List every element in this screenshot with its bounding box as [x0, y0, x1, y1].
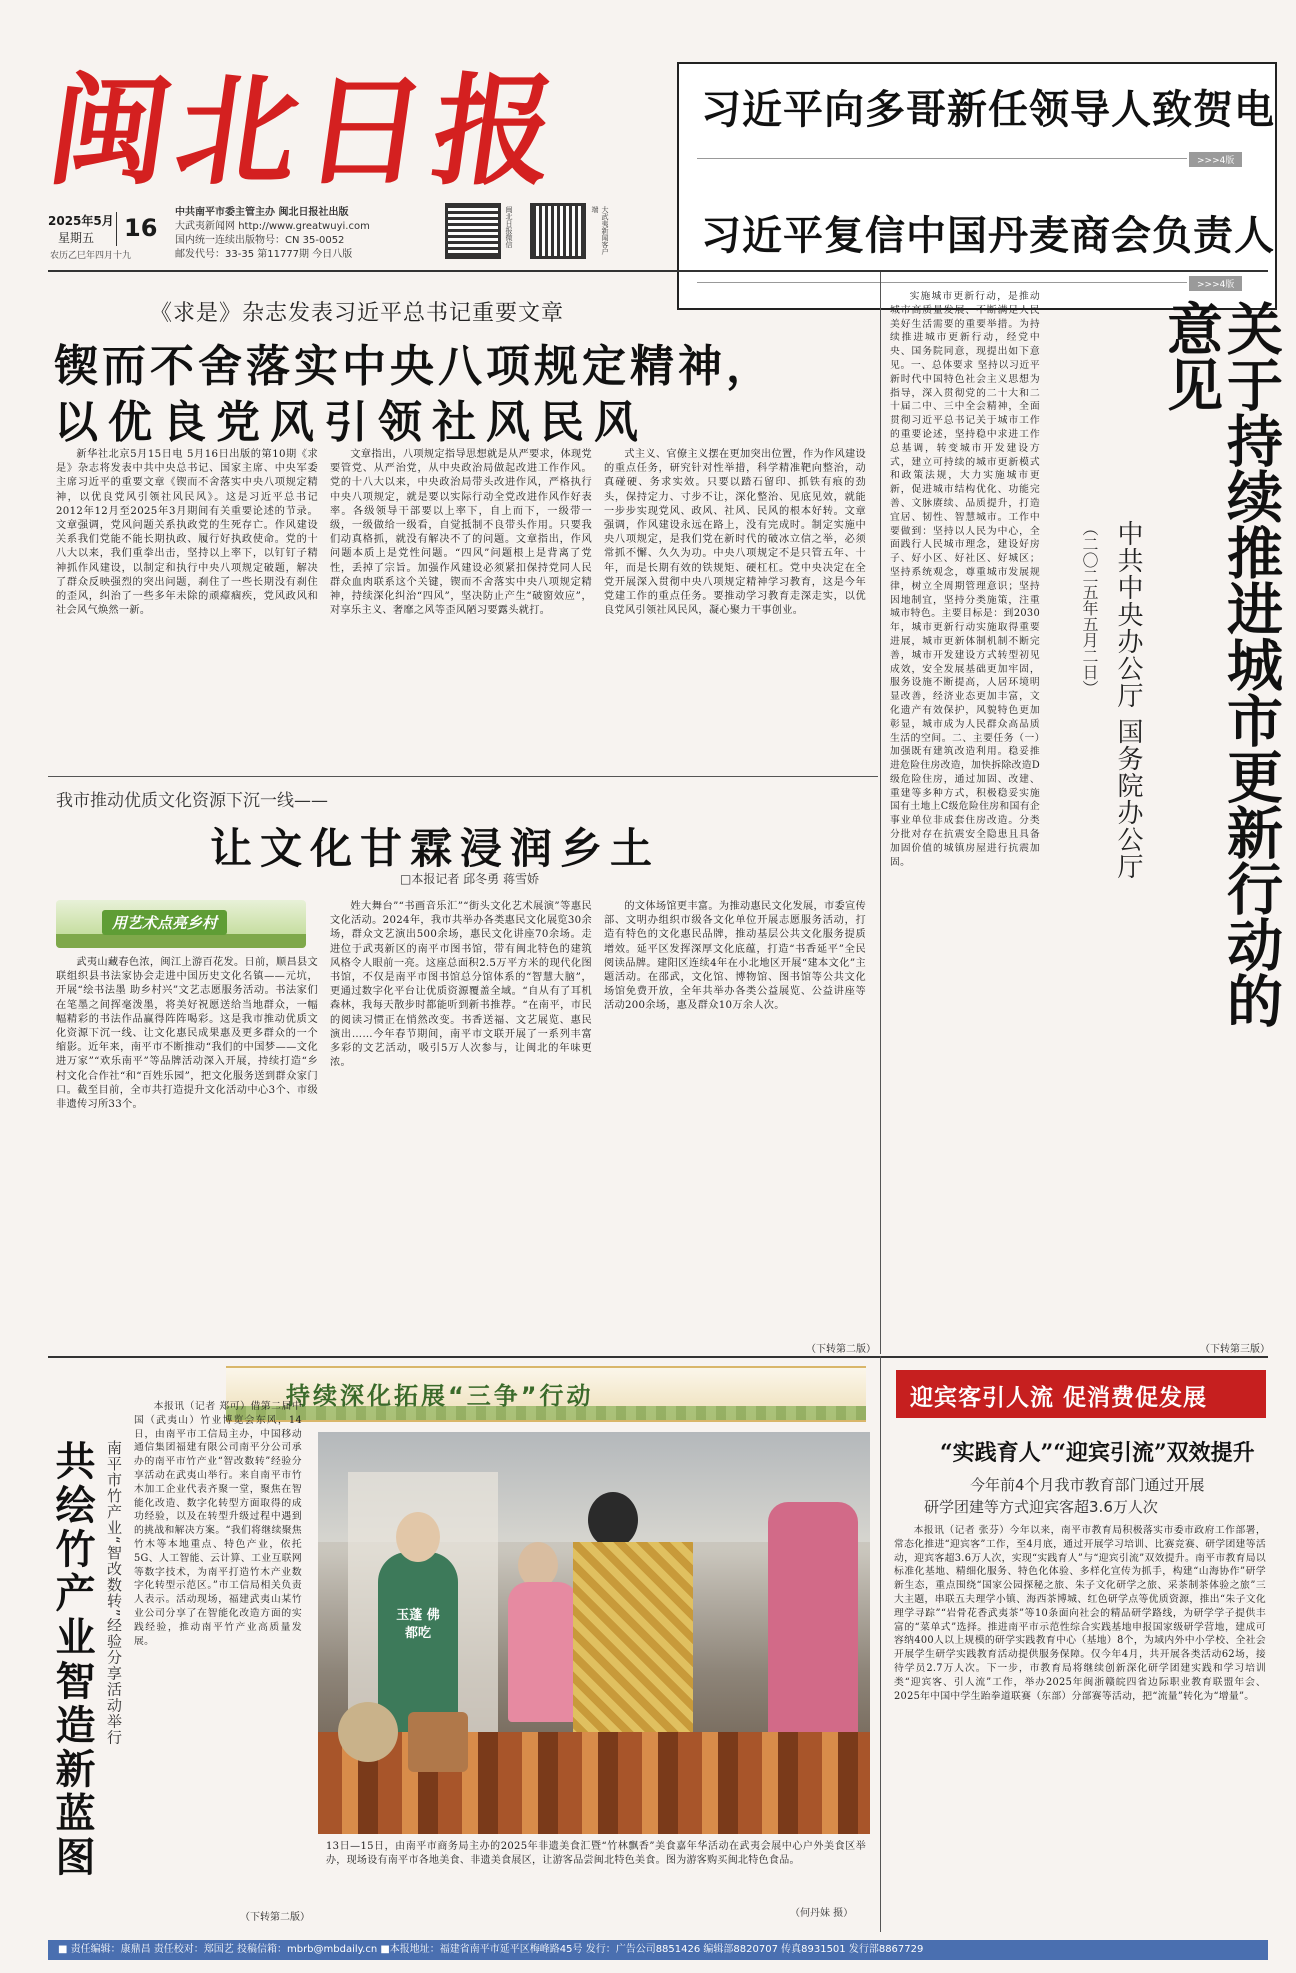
bamboo-subhead: 南平市竹产业“智改数转”经验分享活动举行	[105, 1440, 123, 1746]
website-url[interactable]: http://www.greatwuyi.com	[238, 221, 370, 232]
publisher-line: 中共南平市委主管主办 闽北日报社出版	[175, 207, 349, 218]
lead-headline-2[interactable]: 以优良党风引领社风民风	[54, 397, 648, 448]
consumer-headline[interactable]: “实践育人”“迎宾引流”双效提升	[940, 1440, 1255, 1466]
lead-kicker: 《求是》杂志发表习近平总书记重要文章	[150, 301, 565, 326]
photo-caption-text: 13日—15日，由南平市商务局主办的2025年非遗美食汇暨“竹林飘香”美食嘉年华活动在武夷会展中心户外美食区举办，现场设有南平市各地美食、非遗美食展区，让游客品尝闽北特色美食。图为游客购买闽北特色食品。	[326, 1841, 866, 1866]
culture-col-2	[330, 900, 592, 1352]
consumer-banner-label: 迎宾客引人流 促消费促发展	[910, 1385, 1208, 1411]
photo-caption	[326, 1840, 866, 1892]
culture-jump[interactable]: （下转第二版）	[806, 1344, 876, 1355]
consumer-sub-1: 今年前4个月我市教育部门通过开展	[970, 1476, 1205, 1494]
culture-col-2-text: 姓大舞台”“书画音乐汇”“街头文化艺术展演”等惠民文化活动。2024年，我市共举办各类惠民文化展览30余场，群众文艺演出500余场，惠民文化讲座70余场。走进位于武夷新区的南平市图书馆，带有闽北特色的建筑风格令人眼前一亮。这座总面积2.5万平方米的现代化图书馆，不仅是南平市图书馆总分馆体系的“智慧大脑”，更通过数字化平台让优质资源覆盖全域。“自从有了耳机森林，我每天散步时都能听到新书推荐。“在南平，市民的阅读习惯正在悄然改变。书香送福、文艺展览、惠民演出……今年春节期间，南平市文联开展了一系列丰富多彩的文艺活动，吸引5万人次参与，让闽北的年味更浓。	[330, 901, 592, 1069]
culture-badge	[56, 900, 306, 948]
issue-date: 2025年5月	[48, 214, 114, 228]
photo-credit: （何丹妹 摄）	[790, 1908, 854, 1919]
culture-col-1-text: 武夷山藏春色浓，闽江上游百花发。日前，顺昌县文联组织县书法家协会走进中国历史文化名镇——元坑，开展“绘书法墨 助乡村兴”文艺志愿服务活动。书法家们在笔墨之间挥毫泼墨，将美好祝愿送给当地群众，一幅幅精彩的书法作品赢得阵阵喝彩。这是我市推动优质文化资源下沉一线、让文化惠民成果惠及更多群众的一个缩影。近年来，南平市不断推动“我们的中国梦——文化进万家”“欢乐南平”等品牌活动深入开展，持续打造“乡村文化合作社“和“百姓乐园”，把文化服务送到群众家门口。截至目前，全市共打造提升文化活动中心3个、市级非遗传习所33个。	[56, 957, 318, 1111]
urban-headline[interactable]: 关于持续推进城市更新行动的意见	[1158, 300, 1283, 1028]
qr-code-app	[530, 203, 586, 259]
urban-body	[890, 290, 1040, 1330]
bamboo-banner	[226, 1366, 866, 1422]
apron-text: 玉蓬 佛都吃	[396, 1608, 440, 1641]
urban-date: （二〇二五年五月二日）	[1080, 520, 1099, 696]
culture-col-1	[56, 956, 318, 1352]
urban-issuers: 中共中央办公厅 国务院办公厅	[1113, 520, 1143, 881]
footer-text: ■ 责任编辑：康鼎昌 责任校对：郑国艺 投稿信箱：mbrb@mbdaily.cn ■本报地址：福建省南平市延平区梅峰路45号 发行：广告公司8851426 编辑部8820707 传真8931501 发行部8867729	[58, 1944, 924, 1955]
culture-col-3-text: 的文体场馆更丰富。为推动惠民文化发展，市委宣传部、文明办组织市级各文化单位开展志愿服务活动，打造有特色的文化惠民品牌，推动基层公共文化服务提质增效。延平区发挥深厚文化底蕴，打造“书香延平”全民阅读品牌。建阳区连续4年在小北地区开展“建本文化”主题活动。在邵武，文化馆、博物馆、图书馆等公共文化场馆免费开放，全年共举办各类公益展览、公益讲座等活动200余场，惠及群众10万余人次。	[604, 901, 866, 1012]
market-photo	[318, 1432, 870, 1834]
bamboo-jump[interactable]: （下转第二版）	[240, 1912, 310, 1923]
culture-headline[interactable]: 让文化甘霖浸润乡土	[210, 824, 661, 873]
bamboo-banner-label: 持续深化拓展“三争”行动	[286, 1382, 594, 1410]
page-number: 16	[124, 214, 158, 242]
urban-jump[interactable]: （下转第三版）	[1200, 1344, 1270, 1355]
website-line	[175, 220, 455, 234]
culture-badge-label: 用艺术点亮乡村	[102, 910, 227, 935]
masthead-logo: 闽北日报	[40, 61, 572, 202]
consumer-body-text: 本报讯（记者 张芬）今年以来，南平市教育局积极落实市委市政府工作部署，常态化推进“迎宾客”工作，至4月底，通过开展学习培训、比赛竞赛、研学团建等活动，迎宾客超3.6万人次，实现“实践育人”与“迎宾引流”双效提升。南平市教育局以标准化基地、精细化服务、特色化体验、多样化宣传为抓手，构建“山海协作”研学新生态，重点围绕“国家公园探秘之旅、朱子文化研学之旅、采茶制茶体验之旅”三大主题，串联五夫理学小镇、海西茶博城、红色研学点等优质资源，推出“朱子文化理学寻踪”“岩骨花香武夷茶”等10条面向社会的精品研学路线，为研学学子提供丰富的“菜单式”选择。推进南平市示范性综合实践基地申报国家级研学营地，建成可容纳400人以上规模的研学实践教育中心（基地）8个，为域内外中小学校、全社会开展学生研学实践教育活动提供服务保障。仅今年4月，共开展各类活动62场，接待学员2.7万人次。下一步，市教育局将继续创新深化研学团建实践和学习培训类“迎宾客、引人流”工作，举办2025年闽浙赣皖四省边际职业教育联盟年会、2025年中国中学生跆拳道联赛（东部）分部赛等活动，把“流量”转化为“增量”。	[894, 1525, 1266, 1702]
publisher-info	[175, 206, 455, 262]
issue-weekday: 星期五	[58, 231, 95, 245]
footer-bar	[48, 1940, 1268, 1960]
top-headline-2[interactable]: 习近平复信中国丹麦商会负责人	[701, 213, 1275, 259]
qr-code-wechat	[445, 203, 501, 259]
consumer-sub-2: 研学团建等方式迎宾客超3.6万人次	[924, 1498, 1158, 1516]
bamboo-body-text: 本报讯（记者 郑可）借第二届中国（武夷山）竹业博览会东风，14日，由南平市工信局主办，中国移动通信集团福建有限公司南平分公司承办的南平市竹产业“智改数转”经验分享活动在武夷山举行。来自南平市竹木加工企业代表齐聚一堂，聚焦在智能化改造、数字化转型方面取得的成功经验，以及在转型升级过程中遇到的挑战和解决方案。“我们将继续聚焦竹木等本地重点、特色产业，依托5G、人工智能、云计算、工业互联网等数字技术，为南平打造竹木产业数字化转型示范区。”市工信局相关负责人表示。活动现场，福建武夷山某竹业公司分享了在智能化改造方面的实践经验，推动南平竹产业高质量发展。	[134, 1401, 302, 1647]
bamboo-body	[134, 1400, 302, 1920]
qr-wechat-label: 闽北日报微信	[505, 206, 513, 248]
bamboo-headline[interactable]: 共绘竹产业智造新蓝图	[49, 1440, 95, 1880]
culture-byline: □本报记者 邱冬勇 蒋雪娇	[400, 872, 539, 886]
top-headline-2-ref[interactable]: >>>4版	[1189, 276, 1242, 291]
consumer-banner	[896, 1370, 1266, 1418]
lead-col-3	[604, 448, 866, 764]
lead-col-1-text: 新华社北京5月15日电 5月16日出版的第10期《求是》杂志将发表中共中央总书记、国家主席、中央军委主席习近平的重要文章《锲而不舍落实中央八项规定精神，以优良党风引领社风民风》。这是习近平总书记2012年12月至2025年3月期间有关重要论述的节录。文章强调，党风问题关系执政党的生死存亡。作风建设关系我们党能不能长期执政、履行好执政使命。党的十八大以来，我们重拳出击，坚持以上率下，以钉钉子精神抓作风建设，以制定和执行中央八项规定破题，解决了群众反映强烈的突出问题，刹住了一些长期没有刹住的歪风，纠治了一些多年未除的顽瘴痼疾，党风政风和社会风气焕然一新。	[56, 449, 318, 617]
qr-app-label: 大武夷新闻客户端	[591, 206, 609, 255]
lead-col-2-text: 文章指出，八项规定指导思想就是从严要求，体现党要管党、从严治党，从中央政治局做起改进工作作风。党的十八大以来，中央政治局带头改进作风，严格执行中央八项规定，就是要以实际行动全党改进作风作好表率。各级领导干部要以上率下，自上而下，一级带一级，一级做给一级看，自觉抵制不良带头作用。只要我们动真格抓，就没有解决不了的问题。文章指出，作风问题本质上是党性问题。“四风”问题根上是背离了党性，丢掉了宗旨。加强作风建设必须紧扣保持党同人民群众血肉联系这个关键，锲而不舍落实中央八项规定精神，持续深化纠治“四风”，坚决防止产生“破窗效应”，对享乐主义、奢靡之风等歪风陋习要露头就打。	[330, 449, 592, 617]
top-headline-1[interactable]: 习近平向多哥新任领导人致贺电	[701, 87, 1275, 133]
lunar-date: 农历乙巳年四月十九	[50, 251, 132, 261]
postal-code: 邮发代号：33-35 第11777期 今日八版	[175, 249, 353, 260]
top-headline-box	[677, 62, 1277, 310]
consumer-body	[894, 1524, 1266, 1928]
cn-number: 国内统一连续出版物号：CN 35-0052	[175, 235, 345, 246]
culture-kicker: 我市推动优质文化资源下沉一线——	[56, 791, 328, 811]
lead-col-1	[56, 448, 318, 764]
urban-body-text: 实施城市更新行动，是推动城市高质量发展、不断满足人民美好生活需要的重要举措。为持续推进城市更新行动，经党中央、国务院同意，现提出如下意见。一、总体要求 坚持以习近平新时代中国特色社会主义思想为指导，深入贯彻党的二十大和二十届二中、三中全会精神，全面贯彻习近平总书记关于城市工作的重要论述，坚持稳中求进工作总基调，转变城市开发建设方式，建立可持续的城市更新模式和政策法规，大力实施城市更新，促进城市结构优化、功能完善、文脉赓续、品质提升，打造宜居、韧性、智慧城市。工作中要做到：坚持以人民为中心，全面践行人民城市理念，建设好房子、好小区、好社区、好城区；坚持系统观念，尊重城市发展规律，树立全周期管理意识；坚持因地制宜，坚持分类施策，注重城市特色。主要目标是：到2030年，城市更新行动实施取得重要进展，城市更新体制机制不断完善，城市开发建设方式转型初见成效，安全发展基础更加牢固，服务设施不断提高，人居环境明显改善，经济业态更加丰富，文化遗产有效保护，风貌特色更加彰显，城市成为人民群众高品质生活的空间。二、主要任务（一）加强既有建筑改造利用。稳妥推进危险住房改造，加快拆除改造D级危险住房，通过加固、改建、重建等多种方式，积极稳妥实施国有土地上C级危险住房和国有企事业单位非成套住房改造。分类分批对存在抗震安全隐患且具备加固价值的城镇房屋进行抗震加固。	[890, 291, 1040, 868]
lead-headline-1[interactable]: 锲而不舍落实中央八项规定精神，	[54, 341, 774, 392]
lead-col-3-text: 式主义、官僚主义摆在更加突出位置，作为作风建设的重点任务，研究针对性举措，科学精准靶向整治，动真碰硬、务求实效。只要以踏石留印、抓铁有痕的劲头，保持定力、寸步不让，深化整治、见底见效，就能一步步实现党风、政风、社风、民风的根本好转。文章强调，作风建设永远在路上，没有完成时。制定实施中央八项规定，是我们党在新时代的破冰立信之举，必须常抓不懈、久久为功。中央八项规定不是只管五年、十年，而是长期有效的铁规矩、硬杠杠。党中央决定在全党开展深入贯彻中央八项规定精神学习教育，这是今年党建工作的重点任务。要推动学习教育走深走实，以优良党风引领社风民风，凝心聚力干事创业。	[604, 449, 866, 617]
culture-col-3	[604, 900, 866, 1336]
top-headline-1-ref[interactable]: >>>4版	[1189, 152, 1242, 167]
website-label: 大武夷新闻网	[175, 221, 235, 232]
lead-col-2	[330, 448, 592, 764]
